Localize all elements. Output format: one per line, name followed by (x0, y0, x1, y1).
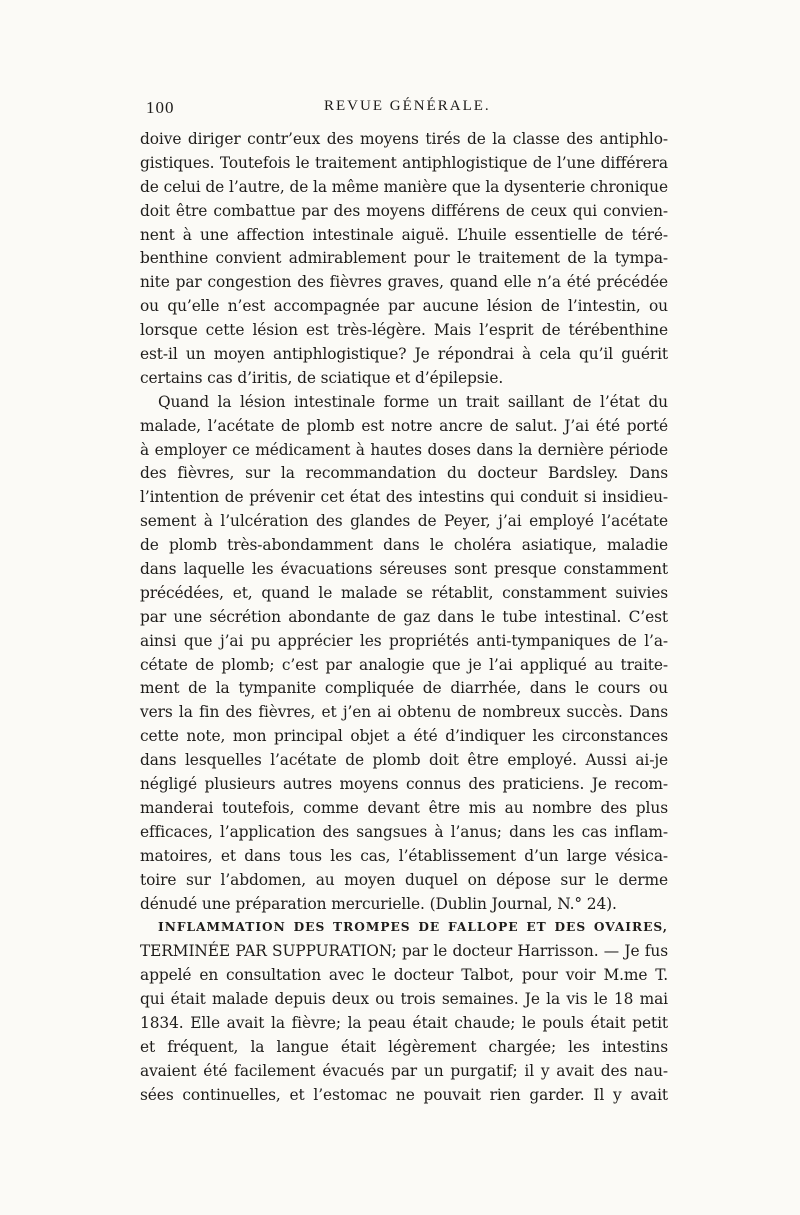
text-line: de celui de l’autre, de la même manière que la dysenterie chronique (140, 177, 668, 196)
text-line: l’intention de prévenir cet état des intestins qui conduit si insidieu- (140, 488, 668, 507)
running-title: REVUE GÉNÉRALE. (324, 98, 491, 114)
text-line: cétate de plomb; c’est par analogie que je l’ai appliqué au traite- (140, 655, 668, 674)
text-line: ainsi que j’ai pu apprécier les propriétés anti-tympaniques de l’a- (140, 631, 668, 650)
text-line: doive diriger contr’eux des moyens tirés de la classe des antiphlo- (140, 130, 668, 148)
text-line: de plomb très-abondamment dans le choléra asiatique, maladie (140, 536, 668, 555)
text-line: des fièvres, sur la recommandation du docteur Bardsley. Dans (140, 464, 668, 483)
text-line: qui était malade depuis deux ou trois semaines. Je la vis le 18 mai (140, 990, 668, 1009)
text-line: matoires, et dans tous les cas, l’établissement d’un large vésica- (140, 846, 668, 865)
text-line: sées continuelles, et l’estomac ne pouvait rien garder. Il y avait (140, 1085, 668, 1104)
text-line: par une sécrétion abondante de gaz dans le tube intestinal. C’est (140, 607, 668, 626)
text-line: manderai toutefois, comme devant être mis au nombre des plus (140, 798, 668, 817)
text-line: efficaces, l’application des sangsues à l’anus; dans les cas inflam- (140, 822, 668, 841)
text-line: certains cas d’iritis, de sciatique et d’épilepsie. (140, 368, 504, 387)
text-line: appelé en consultation avec le docteur Talbot, pour voir M.me T. (140, 966, 668, 985)
text-line: toire sur l’abdomen, au moyen duquel on dépose sur le derme (140, 870, 668, 889)
text-line: dans lesquelles l’acétate de plomb doit être employé. Aussi ai-je (140, 751, 668, 770)
text-line: est-il un moyen antiphlogistique? Je répondrai à cela qu’il guérit (140, 345, 668, 364)
text-line: malade, l’acétate de plomb est notre ancre de salut. J’ai été porté (140, 416, 668, 435)
text-line: doit être combattue par des moyens différens de ceux qui convien- (140, 201, 668, 220)
text-line: précédées, et, quand le malade se rétablit, constamment suivies (140, 583, 668, 602)
text-line: et fréquent, la langue était légèrement chargée; les intestins (140, 1037, 668, 1056)
text-line: dans laquelle les évacuations séreuses sont presque constamment (140, 560, 668, 579)
page-header (146, 98, 666, 124)
text-line: nite par congestion des fièvres graves, quand elle n’a été précédée (140, 273, 668, 292)
text-line: 1834. Elle avait la fièvre; la peau était chaude; le pouls était petit (140, 1013, 668, 1032)
text-line: ou qu’elle n’est accompagnée par aucune lésion de l’intestin, ou (140, 297, 668, 316)
page-body (140, 128, 668, 1108)
section-heading-line: INFLAMMATION DES TROMPES DE FALLOPE ET DES OVAIRES, (158, 920, 668, 935)
text-line: cette note, mon principal objet a été d’indiquer les circonstances (140, 727, 668, 746)
text-line: dénudé une préparation mercurielle. (Dublin Journal, N.° 24). (140, 894, 617, 913)
text-line: vers la fin des fièvres, et j’en ai obtenu de nombreux succès. Dans (140, 703, 668, 722)
text-line: sement à l’ulcération des glandes de Peyer, j’ai employé l’acétate (140, 512, 668, 531)
text-line: benthine convient admirablement pour le traitement de la tympa- (140, 249, 668, 268)
text-line: avaient été facilement évacués par un purgatif; il y avait des nau- (140, 1061, 668, 1080)
text-line: lorsque cette lésion est très-légère. Mais l’esprit de térébenthine (140, 321, 668, 340)
text-line: TERMINÉE PAR SUPPURATION; par le docteur Harrisson. — Je fus (140, 942, 668, 961)
text-line: nent à une affection intestinale aiguë. L’huile essentielle de téré- (140, 225, 668, 244)
page-number: 100 (146, 98, 175, 117)
text-line: négligé plusieurs autres moyens connus des praticiens. Je recom- (140, 775, 668, 794)
text-line: gistiques. Toutefois le traitement antiphlogistique de l’une différera (140, 153, 668, 172)
text-line: Quand la lésion intestinale forme un trait saillant de l’état du (158, 392, 668, 411)
text-line: ment de la tympanite compliquée de diarrhée, dans le cours ou (140, 679, 668, 698)
text-line: à employer ce médicament à hautes doses dans la dernière période (140, 440, 668, 459)
